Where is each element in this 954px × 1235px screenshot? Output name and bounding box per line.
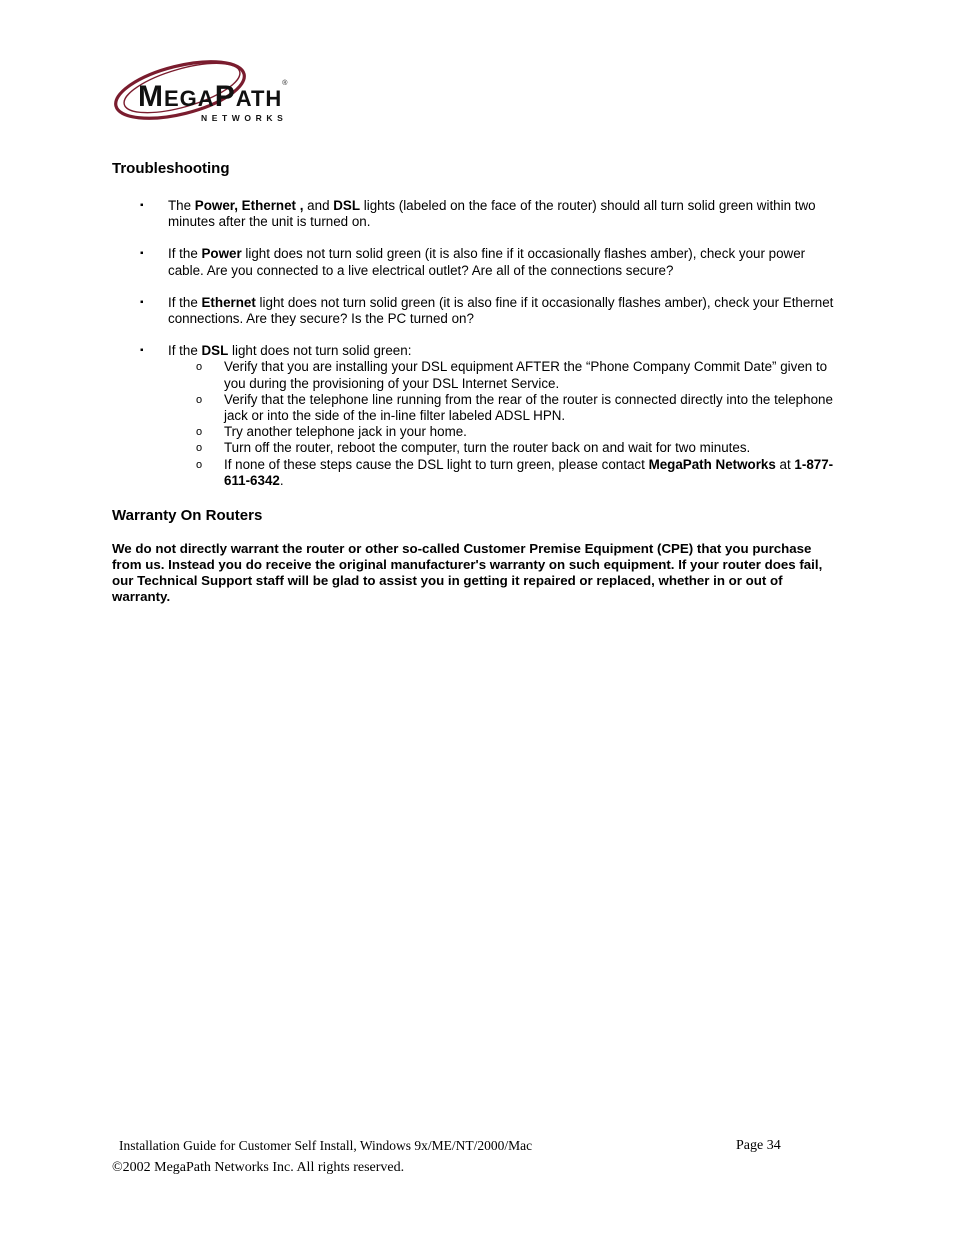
bullet-marker: ▪ xyxy=(140,345,144,357)
dsl-sublist xyxy=(168,359,842,489)
page-number: Page 34 xyxy=(736,1138,781,1153)
list-item: ▪ If the DSL light does not turn solid green: o Verify that you are installing your DSL equipment AFTER the “Phone Company Commit Date” given to you during the provisioning of your DSL Internet Service. o Verify that the telephone line running from the rear of the router is connected directly into the telephone jack or into the side of the in-line filter labeled ADSL HPN. o Try another telephone jack in your home. o Turn off the router, reboot the computer, turn the router back on and wait for two minutes. o If none of these steps cause the DSL light to turn green, please contact MegaPath Networks at 1-877-611-6342. xyxy=(112,343,842,489)
sub-list-item: o Verify that the telephone line running from the rear of the router is connected directly into the telephone jack or into the side of the in-line filter labeled ADSL HPN. xyxy=(196,391,833,424)
list-item: ▪ If the Ethernet light does not turn solid green (it is also fine if it occasionally flashes amber), check your Ethernet connections. Are they secure? Is the PC turned on? xyxy=(140,294,834,327)
bullet-marker: ▪ xyxy=(140,296,144,308)
footer-guide-title: Installation Guide for Customer Self Install, Windows 9x/ME/NT/2000/Mac xyxy=(119,1138,533,1153)
sub-list-item: o Try another telephone jack in your home. xyxy=(196,424,467,440)
warranty-heading: Warranty On Routers xyxy=(112,507,263,524)
sub-list-item: o If none of these steps cause the DSL light to turn green, please contact MegaPath Networks at 1-877-611-6342. xyxy=(196,456,834,488)
sub-list-item: o Verify that you are installing your DSL equipment AFTER the “Phone Company Commit Date” given to you during the provisioning of your DSL Internet Service. xyxy=(196,359,828,391)
sub-list-item: o Turn off the router, reboot the computer, turn the router back on and wait for two minutes. xyxy=(196,440,751,456)
bullet-marker: ▪ xyxy=(140,248,144,260)
copyright: ©2002 MegaPath Networks Inc. All rights reserved. xyxy=(112,1160,405,1175)
logo-subtitle: NETWORKS xyxy=(201,113,288,123)
list-item: ▪ If the Power light does not turn solid green (it is also fine if it occasionally flashes amber), check your power cable. Are you connected to a live electrical outlet? Are all of the connections secure? xyxy=(140,246,806,278)
warranty-paragraph: We do not directly warrant the router or other so-called Customer Premise Equipment (CPE) that you purchase from us. Instead you do receive the original manufacturer's warranty on such equipment. If your router does fail, our Technical Support staff will be glad to assist you in getting it repaired or replaced, whether in or out of warranty. xyxy=(112,541,823,604)
troubleshooting-heading: Troubleshooting xyxy=(112,160,230,177)
megapath-logo xyxy=(108,54,298,128)
list-item: ▪ The Power, Ethernet , and DSL lights (labeled on the face of the router) should all turn solid green within two minutes after the unit is turned on. xyxy=(140,198,816,230)
troubleshooting-list xyxy=(112,198,842,505)
logo-wordmark: MEGAPATH® xyxy=(138,80,289,113)
bullet-marker: ▪ xyxy=(140,200,144,211)
